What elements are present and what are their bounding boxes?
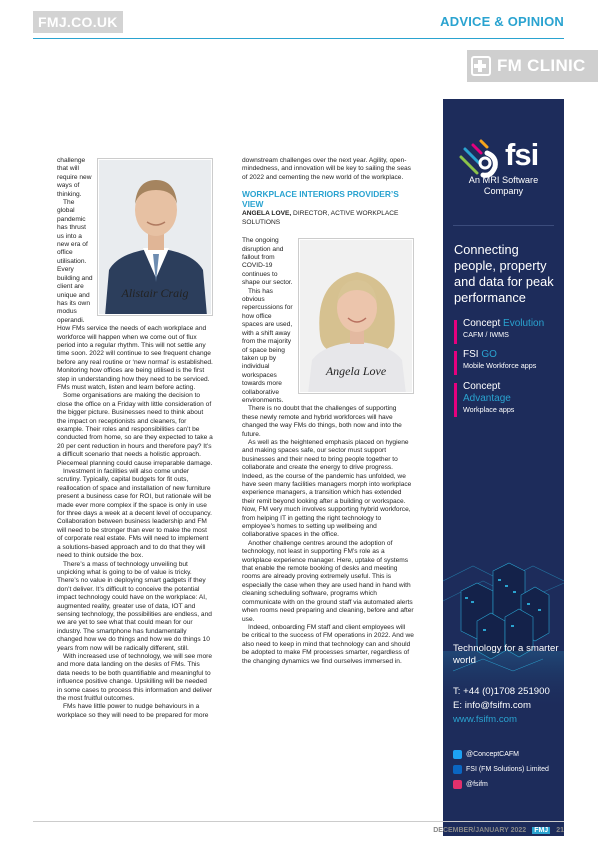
photo-caption-angela: Angela Love [325, 364, 387, 379]
magazine-logo: FMJ [534, 827, 549, 834]
page-footer [433, 827, 564, 834]
product-concept-evolution [463, 318, 563, 340]
col1-paragraph: Some organisations are making the decision to close the office on a Friday with little consideration of the bigger picture. Businesses need to think about the impact on receptionists and cleaners, for example. Their roles and responsibilities can’t be conducted from home, so are they expected to take a 20 per cent reduction in hours and therefore pay? It’s a difficult scenario that needs a holistic approach. Piecemeal planning could cause irreparable damage. [57, 392, 213, 467]
angela-love-photo [298, 238, 414, 394]
social-row[interactable] [453, 747, 549, 762]
site-tag[interactable]: FMJ.CO.UK [33, 11, 123, 33]
fm-clinic-banner [467, 50, 598, 82]
advert-tagline: Connecting people, property and data for peak performance [454, 242, 554, 305]
product-name: FSI [463, 349, 482, 360]
col1-paragraph: FMs have little power to nudge behaviours in a workplace so they will need to be prepared for more [57, 703, 209, 719]
fsi-brand: fsi [505, 137, 539, 172]
footer-rule [33, 821, 564, 822]
product-accent-bar [454, 351, 457, 375]
byline-name: ANGELA LOVE, [242, 210, 292, 218]
fsi-subtitle-line: Company [483, 186, 524, 196]
col2-paragraph: Another challenge centres around the adoption of technology, not least in supporting FM’s role as a workplace experience manager. Here, uptake of systems that enable the remote booking of desks and meeting rooms are already proving extremely useful. This is especially the case when they are used hand in hand with cleaning scheduling software, programs which communicate with on the ground staff via automated alerts when rooms need preparing and cleaning, before and after use. [242, 539, 414, 623]
fsi-subtitle [443, 175, 564, 197]
advert-contact [453, 685, 550, 727]
social-handle: @ConceptCAFM [466, 751, 520, 758]
social-row[interactable] [453, 762, 549, 777]
product-name-accent: GO [481, 349, 497, 360]
col1-paragraph: There’s a mass of technology unveiling but unpicking what is going to be of value is tricky. There’s no value in deploying smart gadgets if they don’t deliver. It’s difficult to conceive the potential impact technology could have on the workplace: AI, augmented reality, greater use of data, IOT and sensing technology, the possibilities are endless, and we are yet to see what that could mean for our industry. The smartphone has fundamentally changed how we do things and how we do things 10 years from now will be radically different, still. [57, 560, 212, 652]
advert-phone[interactable]: T: +44 (0)1708 251900 [453, 686, 550, 697]
social-handle: FSI (FM Solutions) Limited [466, 766, 549, 773]
product-desc: Workplace apps [463, 405, 515, 414]
product-name: Concept [463, 381, 501, 392]
issue-date: DECEMBER/JANUARY 2022 [433, 827, 527, 834]
product-fsi-go [463, 349, 563, 371]
product-desc: CAFM / IWMS [463, 330, 509, 339]
col2-paragraph: There is no doubt that the challenges of supporting these newly remote and hybrid workforces will have changed the way FMs do things, both now and into the future. [242, 405, 402, 438]
fsi-subtitle-line: An MRI Software [468, 175, 539, 185]
product-name: Concept [463, 318, 504, 329]
advert-divider [453, 225, 554, 226]
advert-tech-line: Technology for a smarter world [453, 643, 559, 666]
byline-role: DIRECTOR, ACTIVE WORKPLACE SOLUTIONS [242, 210, 399, 226]
col2-intro: downstream challenges over the next year. Agility, open-mindedness, and innovation will be key to sailing the seas of 2022 and cementing the new world of the workplace. [242, 157, 411, 181]
advert-email[interactable]: E: info@fsifm.com [453, 700, 531, 711]
section-crosshead: WORKPLACE INTERIORS PROVIDER’S VIEW [242, 189, 399, 209]
twitter-icon [453, 750, 462, 759]
col1-paragraph: Investment in facilities will also come under scrutiny. Typically, capital budgets for fit outs, reallocation of space and installation of new furniture present a business case for ROI, but rationale will be made ever more complex if the space is only in use for three days a week at a decent level of occupancy. Collaboration between business leadership and FM will need to be stronger than ever to make the most of corporate real estate. FMs will need to implement a solutions-based approach and to do that they will need to think outside the box. [57, 468, 212, 560]
col2-paragraph: Indeed, onboarding FM staff and client employees will be critical to the success of FM operations in 2022. And we also need to keep in mind that technology can and should be adopted to make FM processes smarter, regardless of the changing dynamics we find ourselves immersed in. [242, 623, 414, 665]
fsi-advert[interactable] [443, 99, 564, 836]
col2-paragraph: This has obvious repercussions for how office spaces are used, with a shift away from the majority of space being taken up by individual workspaces towards more collaborative environments. [242, 287, 293, 404]
advert-social [453, 747, 549, 792]
smart-city-illustration [443, 521, 564, 711]
product-accent-bar [454, 320, 457, 344]
advert-url[interactable]: www.fsifm.com [453, 714, 517, 725]
product-accent-bar [454, 383, 457, 417]
product-name-accent: Evolution [503, 318, 545, 329]
social-handle: @fsifm [466, 781, 488, 788]
col2-paragraph: As well as the heightened emphasis placed on hygiene and making spaces safe, our sector must support businesses and their need to bring people together to collaborate and create the energy to drive progress. Indeed, as the course of the pandemic has unfolded, we have seen many facilities managers morph into workplace experience managers, a transition which has extended their remit beyond looking after a building or workspace. Now, FM very much involves supporting hybrid workforce, from helping IT in getting the right technology to employee’s homes to setting up wellbeing and collaborative spaces in the office. [242, 438, 412, 539]
article-column-1 [57, 157, 213, 720]
social-row[interactable] [453, 777, 549, 792]
product-name-accent: Advantage [463, 393, 511, 404]
header-rule [33, 38, 564, 39]
col1-paragraph: The global pandemic has thrust us into a new era of office utilisation. Every building and client are unique and has its own modus operandi. How FMs service the needs of each workplace and workforce will happen when we come out of flux period into a regular rhythm. This will not settle any time soon. 2022 will continue to see frequent change before any real routine or ‘new normal’ is established. Monitoring how offices are being utilised is the first step in understanding how they need to be serviced. FMs must watch, listen and learn before acting. [57, 199, 213, 391]
col2-paragraph: The ongoing disruption and fallout from COVID-19 continues to shape our sector. [242, 237, 293, 287]
product-desc: Mobile Workforce apps [463, 361, 537, 370]
col1-paragraph: challenge that will require new ways of thinking. [57, 157, 92, 198]
fm-clinic-label: FM CLINIC [497, 56, 586, 75]
photo-caption-alistair: Alistair Craig [121, 286, 189, 300]
alistair-craig-photo [97, 158, 213, 316]
first-aid-kit-icon [471, 56, 491, 76]
linkedin-icon [453, 765, 462, 774]
col1-paragraph: With increased use of technology, we will see more and more data landing on the desks of FMs. This data needs to be both quantifiable and meaningful to influence positive change. Upskilling will be needed in some cases to process this information and deliver the most fruitful outcomes. [57, 652, 213, 702]
product-concept-advantage [463, 381, 563, 415]
byline [242, 210, 414, 227]
instagram-icon [453, 780, 462, 789]
page-number: 21 [556, 827, 564, 834]
section-heading: ADVICE & OPINION [440, 14, 564, 29]
article-column-2 [242, 157, 414, 666]
